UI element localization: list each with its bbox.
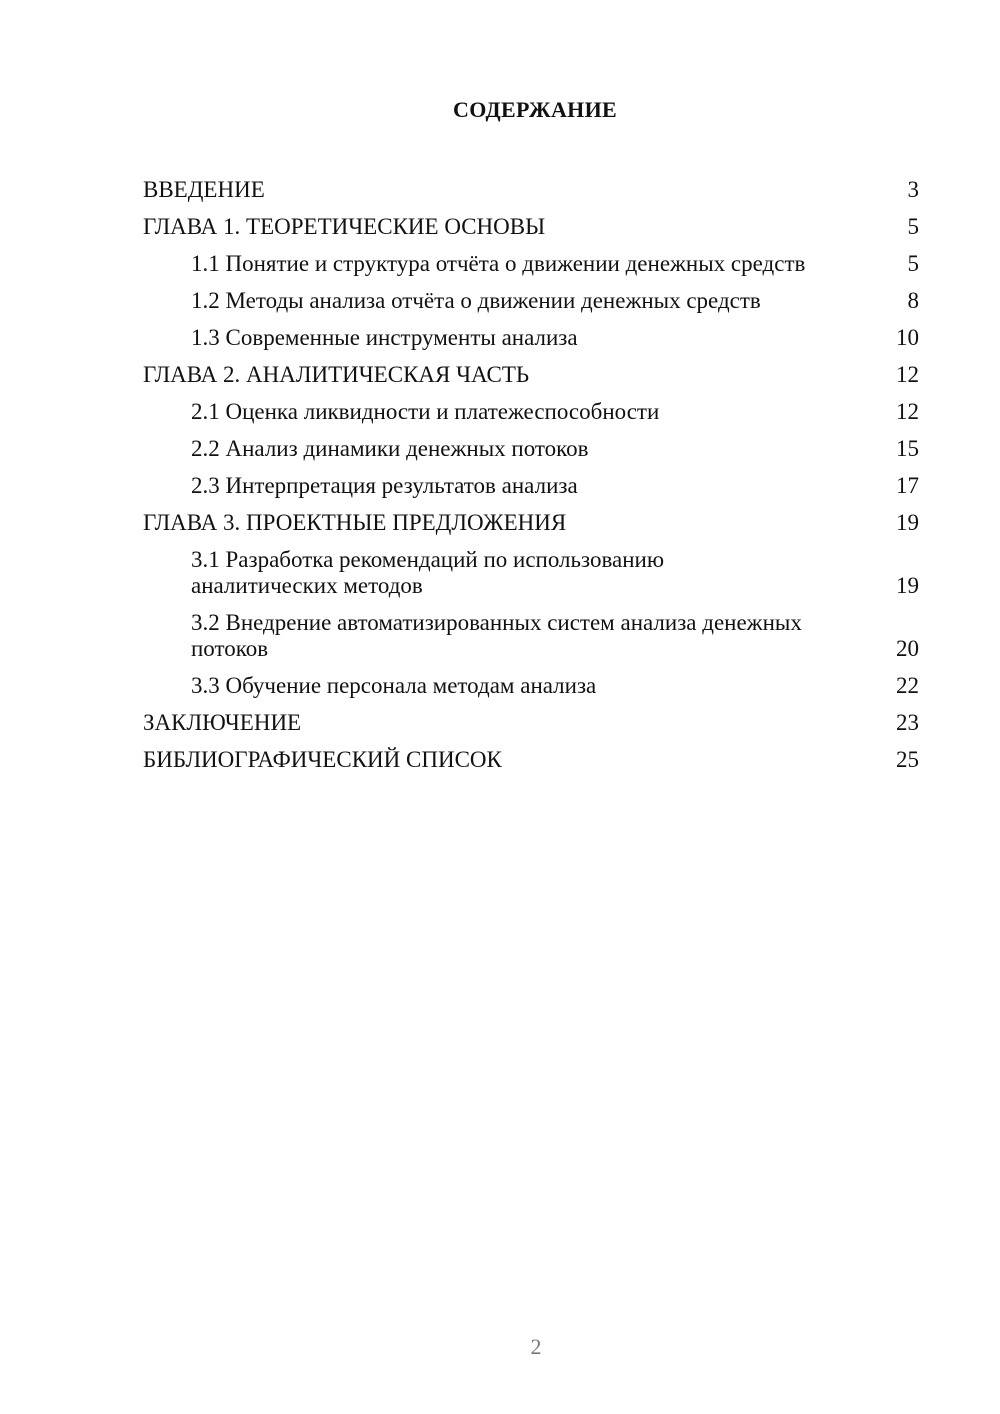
toc-entry-label: 3.1 Разработка рекомендаций по использованию аналитических методов [191,546,665,598]
toc-entry-label: ГЛАВА 1. ТЕОРЕТИЧЕСКИЕ ОСНОВЫ [143,213,546,239]
table-of-contents [143,171,919,778]
toc-entry-page: 20 [896,635,919,661]
toc-entry-label: ГЛАВА 2. АНАЛИТИЧЕСКАЯ ЧАСТЬ [143,361,530,387]
toc-entry-section-1-1 [143,245,919,282]
toc-entry-page: 12 [896,398,919,424]
toc-entry-page: 25 [896,746,919,772]
toc-entry-section-2-1 [143,393,919,430]
page-number: 2 [530,1334,542,1359]
toc-entry-section-1-3 [143,319,919,356]
toc-title: СОДЕРЖАНИЕ [453,97,617,122]
toc-entry-section-2-2 [143,430,919,467]
toc-entry-section-3-1 [143,541,919,604]
toc-entry-label: 2.3 Интерпретация результатов анализа [191,472,578,498]
toc-entry-page: 5 [907,250,919,276]
toc-entry-label: ВВЕДЕНИЕ [143,176,265,202]
toc-entry-page: 22 [896,672,919,698]
toc-entry-label: 3.2 Внедрение автоматизированных систем анализа денежных потоков [191,609,802,661]
toc-entry-label: БИБЛИОГРАФИЧЕСКИЙ СПИСОК [143,746,502,772]
toc-entry-page: 10 [896,324,919,350]
toc-entry-chapter-3 [143,504,919,541]
toc-entry-bibliography [143,741,919,778]
toc-entry-section-3-3 [143,667,919,704]
toc-entry-label: 1.2 Методы анализа отчёта о движении денежных средств [191,287,761,313]
toc-entry-chapter-2 [143,356,919,393]
toc-entry-label: 2.2 Анализ динамики денежных потоков [191,435,589,461]
toc-entry-page: 3 [907,176,919,202]
toc-entry-page: 15 [896,435,919,461]
toc-entry-page: 19 [896,572,919,598]
toc-entry-page: 12 [896,361,919,387]
toc-entry-label: 3.3 Обучение персонала методам анализа [191,672,597,698]
toc-entry-section-1-2 [143,282,919,319]
toc-entry-chapter-1 [143,208,919,245]
toc-entry-label: 2.1 Оценка ликвидности и платежеспособности [191,398,660,424]
toc-entry-label: 1.1 Понятие и структура отчёта о движении денежных средств [191,250,806,276]
toc-entry-conclusion [143,704,919,741]
toc-entry-page: 23 [896,709,919,735]
toc-entry-page: 8 [907,287,919,313]
toc-entry-label: 1.3 Современные инструменты анализа [191,324,578,350]
toc-entry-section-3-2 [143,604,919,667]
toc-entry-page: 19 [896,509,919,535]
toc-entry-page: 17 [896,472,919,498]
toc-entry-introduction [143,171,919,208]
toc-entry-label: ЗАКЛЮЧЕНИЕ [143,709,302,735]
toc-entry-label: ГЛАВА 3. ПРОЕКТНЫЕ ПРЕДЛОЖЕНИЯ [143,509,567,535]
toc-entry-page: 5 [907,213,919,239]
toc-entry-section-2-3 [143,467,919,504]
